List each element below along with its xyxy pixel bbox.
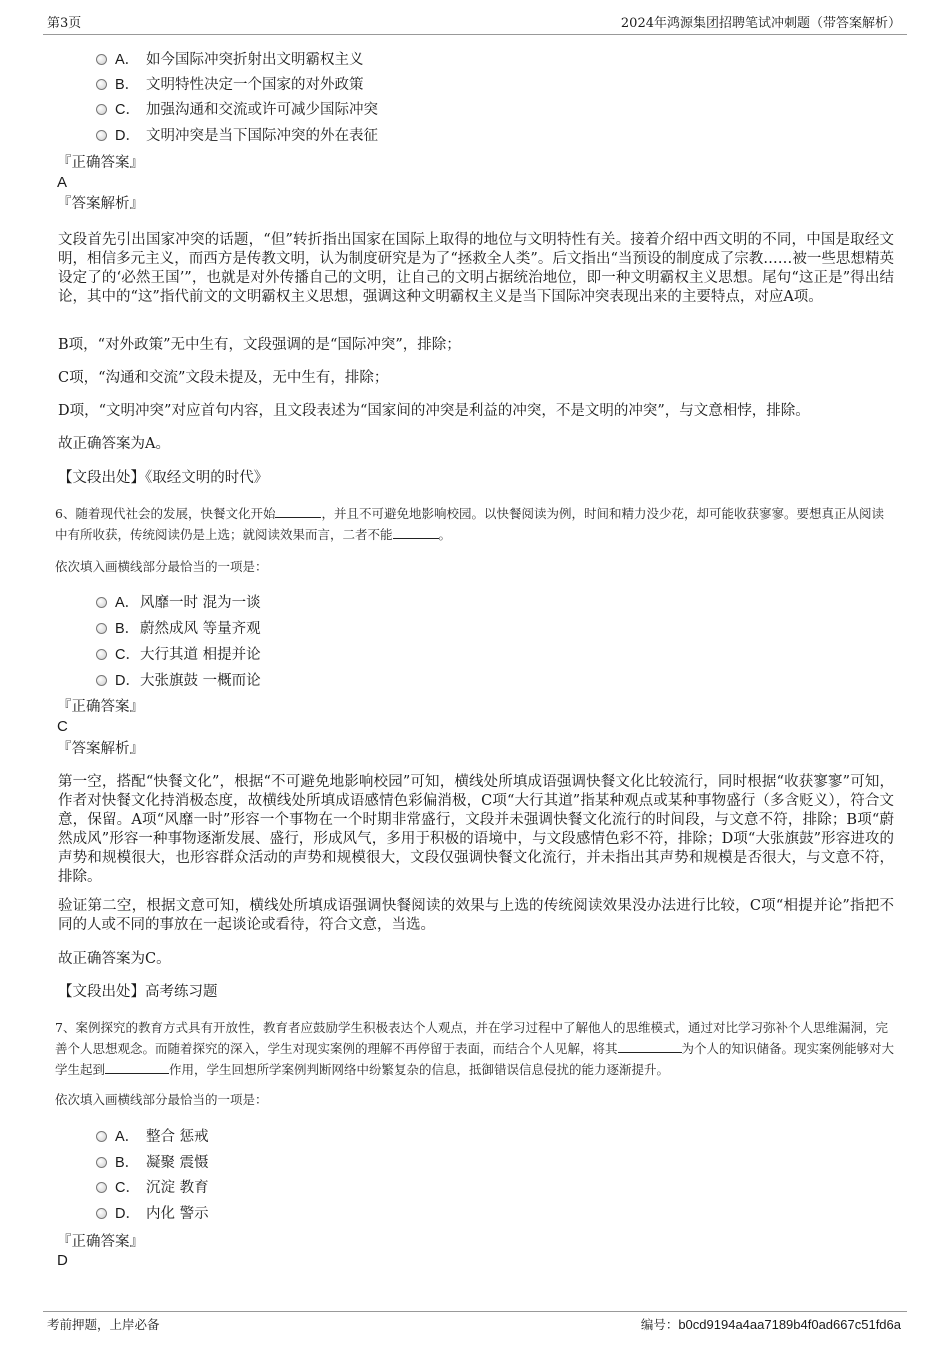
page-header (43, 14, 907, 35)
footer-slogan: 考前押题，上岸必备 (47, 1317, 160, 1332)
option-c[interactable]: C． 加强沟通和交流或许可减少国际冲突 (96, 100, 378, 120)
correct-answer-label: 『正确答案』 (57, 699, 144, 715)
correct-answer-label: 『正确答案』 (57, 1234, 144, 1250)
radio-icon[interactable] (96, 1157, 107, 1168)
analysis-label: 『答案解析』 (57, 741, 144, 757)
option-text: 风靡一时 混为一谈 (140, 595, 261, 611)
radio-icon[interactable] (96, 623, 107, 634)
analysis-conclusion: 故正确答案为C。 (58, 951, 171, 967)
correct-answer: D (57, 1252, 68, 1269)
radio-icon[interactable] (96, 79, 107, 90)
option-text: 大行其道 相提并论 (140, 647, 261, 663)
analysis-paragraph: 第一空，搭配“快餐文化”，根据“不可避免地影响校园”可知，横线处所填成语强调快餐文化比较流行，同时根据“收获寥寥”可知，作者对快餐文化持消极态度，故横线处所填成语感情色彩偏消极，C项“大行其道”指某种观点或某种事物盛行（多含贬义），符合文意，保留。A项“风靡一时”形容一个事物在一个时期非常盛行，文段并未强调快餐文化流行的时间段，与文意不符，排除；B项“蔚然成风”形容一种事物逐渐发展、盛行，形成风气，多用于积极的语境中，与文段感情色彩不符，排除；D项“大张旗鼓”形容进攻的声势和规模很大，也形容群众活动的声势和规模很大，文段仅强调快餐文化流行，并未指出其声势和规模是否很大，与文意不符，排除。 (58, 774, 894, 885)
question-7-stem: 7、案例探究的教育方式具有开放性，教育者应鼓励学生积极表达个人观点，并在学习过程中了解他人的思维模式，通过对比学习弥补个人思维漏洞，完善个人思想观念。而随着探究的深入，学生对现实案例的理解不再停留于表面，而结合个人见解，将其 为个人的知识储备。现实案例能够对大学生起到 作用，学生回想所学案例判断网络中纷繁复杂的信息，抵御错误信息侵扰的能力逐渐提升。 (55, 1020, 895, 1077)
option-b[interactable]: B． 凝聚 震慑 (96, 1153, 209, 1173)
correct-answer-label: 『正确答案』 (57, 155, 144, 171)
analysis-conclusion: 故正确答案为A。 (58, 436, 170, 452)
page-footer (43, 1311, 907, 1336)
option-b[interactable]: B．蔚然成风 等量齐观 (96, 619, 261, 639)
document-title: 2024年鸿源集团招聘笔试冲刺题（带答案解析） (620, 16, 901, 31)
question-6-prompt: 依次填入画横线部分最恰当的一项是： (55, 559, 268, 574)
analysis-paragraph: B项，“对外政策”无中生有，文段强调的是“国际冲突”，排除； (58, 337, 461, 353)
fill-blank (618, 1039, 682, 1053)
option-text: 大张旗鼓 一概而论 (140, 673, 261, 689)
option-text: 如今国际冲突折射出文明霸权主义 (146, 52, 364, 68)
option-a[interactable]: A． 如今国际冲突折射出文明霸权主义 (96, 50, 364, 70)
option-d[interactable]: D．大张旗鼓 一概而论 (96, 671, 261, 691)
analysis-paragraph: C项，“沟通和交流”文段未提及，无中生有，排除； (58, 370, 389, 386)
analysis-paragraph: 验证第二空，根据文意可知，横线处所填成语强调快餐阅读的效果与上选的传统阅读效果没办法进行比较，C项“相提并论”指把不同的人或不同的事放在一起谈论或看待，符合文意，当选。 (58, 898, 894, 933)
option-d[interactable]: D． 文明冲突是当下国际冲突的外在表征 (96, 126, 378, 146)
radio-icon[interactable] (96, 1208, 107, 1219)
analysis-paragraph: 文段首先引出国家冲突的话题，“但”转折指出国家在国际上取得的地位与文明特性有关。接着介绍中西文明的不同，中国是取经文明，相信多元主义，而西方是传教文明，认为制度研究是为了“拯救全人类”。后文指出“当预设的制度成了宗教……被一些思想精英设定了的‘必然王国’”，也就是对外传播自己的文明，让自己的文明占据统治地位，即一种文明霸权主义思想。尾句“这正是”得出结论，其中的“这”指代前文的文明霸权主义思想，强调这种文明霸权主义是当下国际冲突表现出来的主要特点，对应A项。 (58, 232, 894, 305)
option-text: 凝聚 震慑 (146, 1155, 209, 1171)
option-c[interactable]: C． 沉淀 教育 (96, 1178, 209, 1198)
radio-icon[interactable] (96, 54, 107, 65)
radio-icon[interactable] (96, 649, 107, 660)
option-text: 加强沟通和交流或许可减少国际冲突 (146, 102, 378, 118)
radio-icon[interactable] (96, 130, 107, 141)
radio-icon[interactable] (96, 104, 107, 115)
document-code: 编号：b0cd9194a4aa7189b4f0ad667c51fd6a (640, 1317, 901, 1332)
fill-blank (275, 504, 321, 518)
option-b[interactable]: B． 文明特性决定一个国家的对外政策 (96, 75, 364, 95)
passage-source: 【文段出处】高考练习题 (58, 984, 218, 1000)
option-text: 文明冲突是当下国际冲突的外在表征 (146, 128, 378, 144)
question-7-prompt: 依次填入画横线部分最恰当的一项是： (55, 1092, 268, 1107)
option-text: 文明特性决定一个国家的对外政策 (146, 77, 364, 93)
correct-answer: C (57, 718, 68, 735)
passage-source: 【文段出处】《取经文明的时代》 (58, 470, 269, 486)
option-c[interactable]: C．大行其道 相提并论 (96, 645, 261, 665)
radio-icon[interactable] (96, 1182, 107, 1193)
option-a[interactable]: A．风靡一时 混为一谈 (96, 593, 261, 613)
option-a[interactable]: A． 整合 惩戒 (96, 1127, 209, 1147)
fill-blank (393, 525, 439, 539)
question-6-stem: 6、随着现代社会的发展，快餐文化开始 ，并且不可避免地影响校园。以快餐阅读为例，时间和精力没少花，却可能收获寥寥。要想真正从阅读中有所收获，传统阅读仍是上选；就阅读效果而言，二者不能 。 (55, 506, 884, 542)
analysis-paragraph: D项，“文明冲突”对应首句内容，且文段表述为“国家间的冲突是利益的冲突，不是文明的冲突”，与文意相悖，排除。 (58, 403, 810, 419)
radio-icon[interactable] (96, 1131, 107, 1142)
radio-icon[interactable] (96, 597, 107, 608)
option-text: 整合 惩戒 (146, 1129, 209, 1145)
option-text: 内化 警示 (146, 1206, 209, 1222)
option-d[interactable]: D． 内化 警示 (96, 1204, 209, 1224)
fill-blank (105, 1060, 169, 1074)
option-text: 沉淀 教育 (146, 1180, 209, 1196)
option-text: 蔚然成风 等量齐观 (140, 621, 261, 637)
analysis-label: 『答案解析』 (57, 196, 144, 212)
correct-answer: A (57, 174, 68, 191)
page-number: 第3页 (47, 16, 82, 31)
radio-icon[interactable] (96, 675, 107, 686)
